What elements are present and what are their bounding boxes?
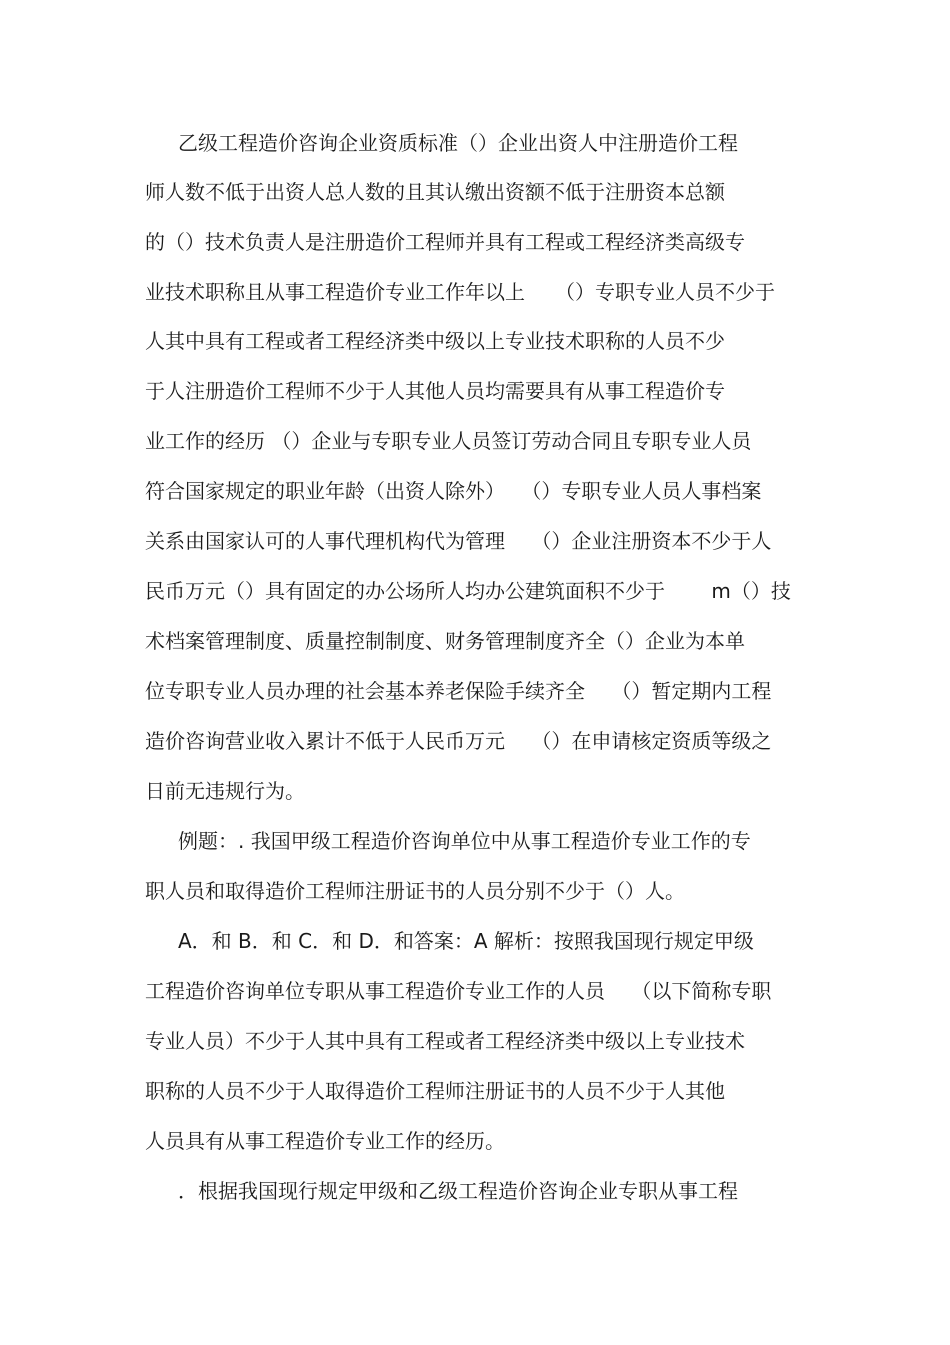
paragraph-line-9: 关系由国家认可的人事代理机构代为管理 （）企业注册资本不少于人 — [145, 529, 772, 553]
paragraph-line-10: 民币万元（）具有固定的办公场所人均办公建筑面积不少于 m（）技 — [145, 579, 791, 603]
paragraph-line-13: 造价咨询营业收入累计不低于人民币万元 （）在申请核定资质等级之 — [145, 729, 772, 753]
paragraph-line-12: 位专职专业人员办理的社会基本养老保险手续齐全 （）暂定期内工程 — [145, 679, 772, 703]
paragraph-line-11: 术档案管理制度、质量控制制度、财务管理制度齐全（）企业为本单 — [145, 629, 745, 653]
example-line-1: 例题：. 我国甲级工程造价咨询单位中从事工程造价专业工作的专 — [178, 829, 751, 853]
answer-line-2: 工程造价咨询单位专职从事工程造价专业工作的人员 （以下简称专职 — [145, 979, 772, 1003]
example-line-2: 职人员和取得造价工程师注册证书的人员分别不少于（）人。 — [145, 879, 685, 903]
question-line-1: ．根据我国现行规定甲级和乙级工程造价咨询企业专职从事工程 — [178, 1179, 738, 1203]
paragraph-line-6: 于人注册造价工程师不少于人其他人员均需要具有从事工程造价专 — [145, 379, 725, 403]
paragraph-line-1: 乙级工程造价咨询企业资质标准（）企业出资人中注册造价工程 — [178, 131, 738, 155]
answer-line-1: A．和 B．和 C．和 D．和答案：A 解析：按照我国现行规定甲级 — [178, 929, 754, 953]
paragraph-line-3: 的（）技术负责人是注册造价工程师并具有工程或工程经济类高级专 — [145, 230, 745, 254]
paragraph-line-7: 业工作的经历 （）企业与专职专业人员签订劳动合同且专职专业人员 — [145, 429, 752, 453]
paragraph-line-4: 业技术职称且从事工程造价专业工作年以上 （）专职专业人员不少于 — [145, 280, 775, 304]
paragraph-line-8: 符合国家规定的职业年龄（出资人除外） （）专职专业人员人事档案 — [145, 479, 762, 503]
answer-line-3: 专业人员）不少于人其中具有工程或者工程经济类中级以上专业技术 — [145, 1029, 745, 1053]
answer-line-4: 职称的人员不少于人取得造价工程师注册证书的人员不少于人其他 — [145, 1079, 725, 1103]
paragraph-line-5: 人其中具有工程或者工程经济类中级以上专业技术职称的人员不少 — [145, 329, 725, 353]
answer-line-5: 人员具有从事工程造价专业工作的经历。 — [145, 1129, 505, 1153]
paragraph-line-2: 师人数不低于出资人总人数的且其认缴出资额不低于注册资本总额 — [145, 180, 725, 204]
paragraph-line-14: 日前无违规行为。 — [145, 779, 305, 803]
